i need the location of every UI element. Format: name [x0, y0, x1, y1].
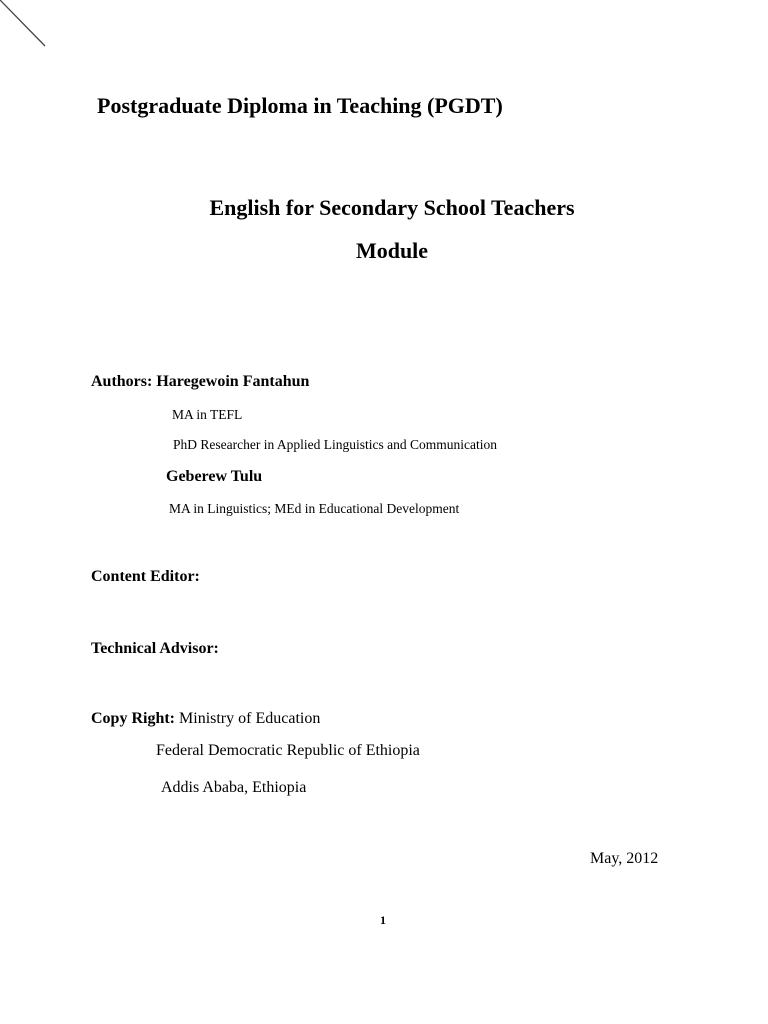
authors-label: Authors: Haregewoin Fantahun — [91, 373, 310, 390]
author1-qualification2: PhD Researcher in Applied Linguistics and Communication — [173, 437, 497, 452]
publication-date: May, 2012 — [590, 850, 659, 867]
copyright-line3: Addis Ababa, Ethiopia — [161, 779, 307, 796]
module-title-line1: English for Secondary School Teachers — [209, 195, 575, 220]
technical-advisor-label: Technical Advisor: — [91, 640, 219, 657]
copyright-line2: Federal Democratic Republic of Ethiopia — [156, 742, 420, 759]
copyright-org: Ministry of Education — [179, 710, 321, 727]
copyright-line1 — [91, 710, 320, 728]
corner-fold-line — [0, 0, 50, 50]
author2-qualification: MA in Linguistics; MEd in Educational Development — [169, 501, 460, 516]
module-title-line2: Module — [355, 238, 429, 263]
program-title: Postgraduate Diploma in Teaching (PGDT) — [97, 93, 503, 118]
author1-qualification1: MA in TEFL — [172, 407, 243, 422]
content-editor-label: Content Editor: — [91, 568, 200, 585]
copyright-label: Copy Right: — [91, 710, 176, 727]
page-number: 1 — [380, 913, 386, 927]
author2-name: Geberew Tulu — [166, 468, 263, 485]
